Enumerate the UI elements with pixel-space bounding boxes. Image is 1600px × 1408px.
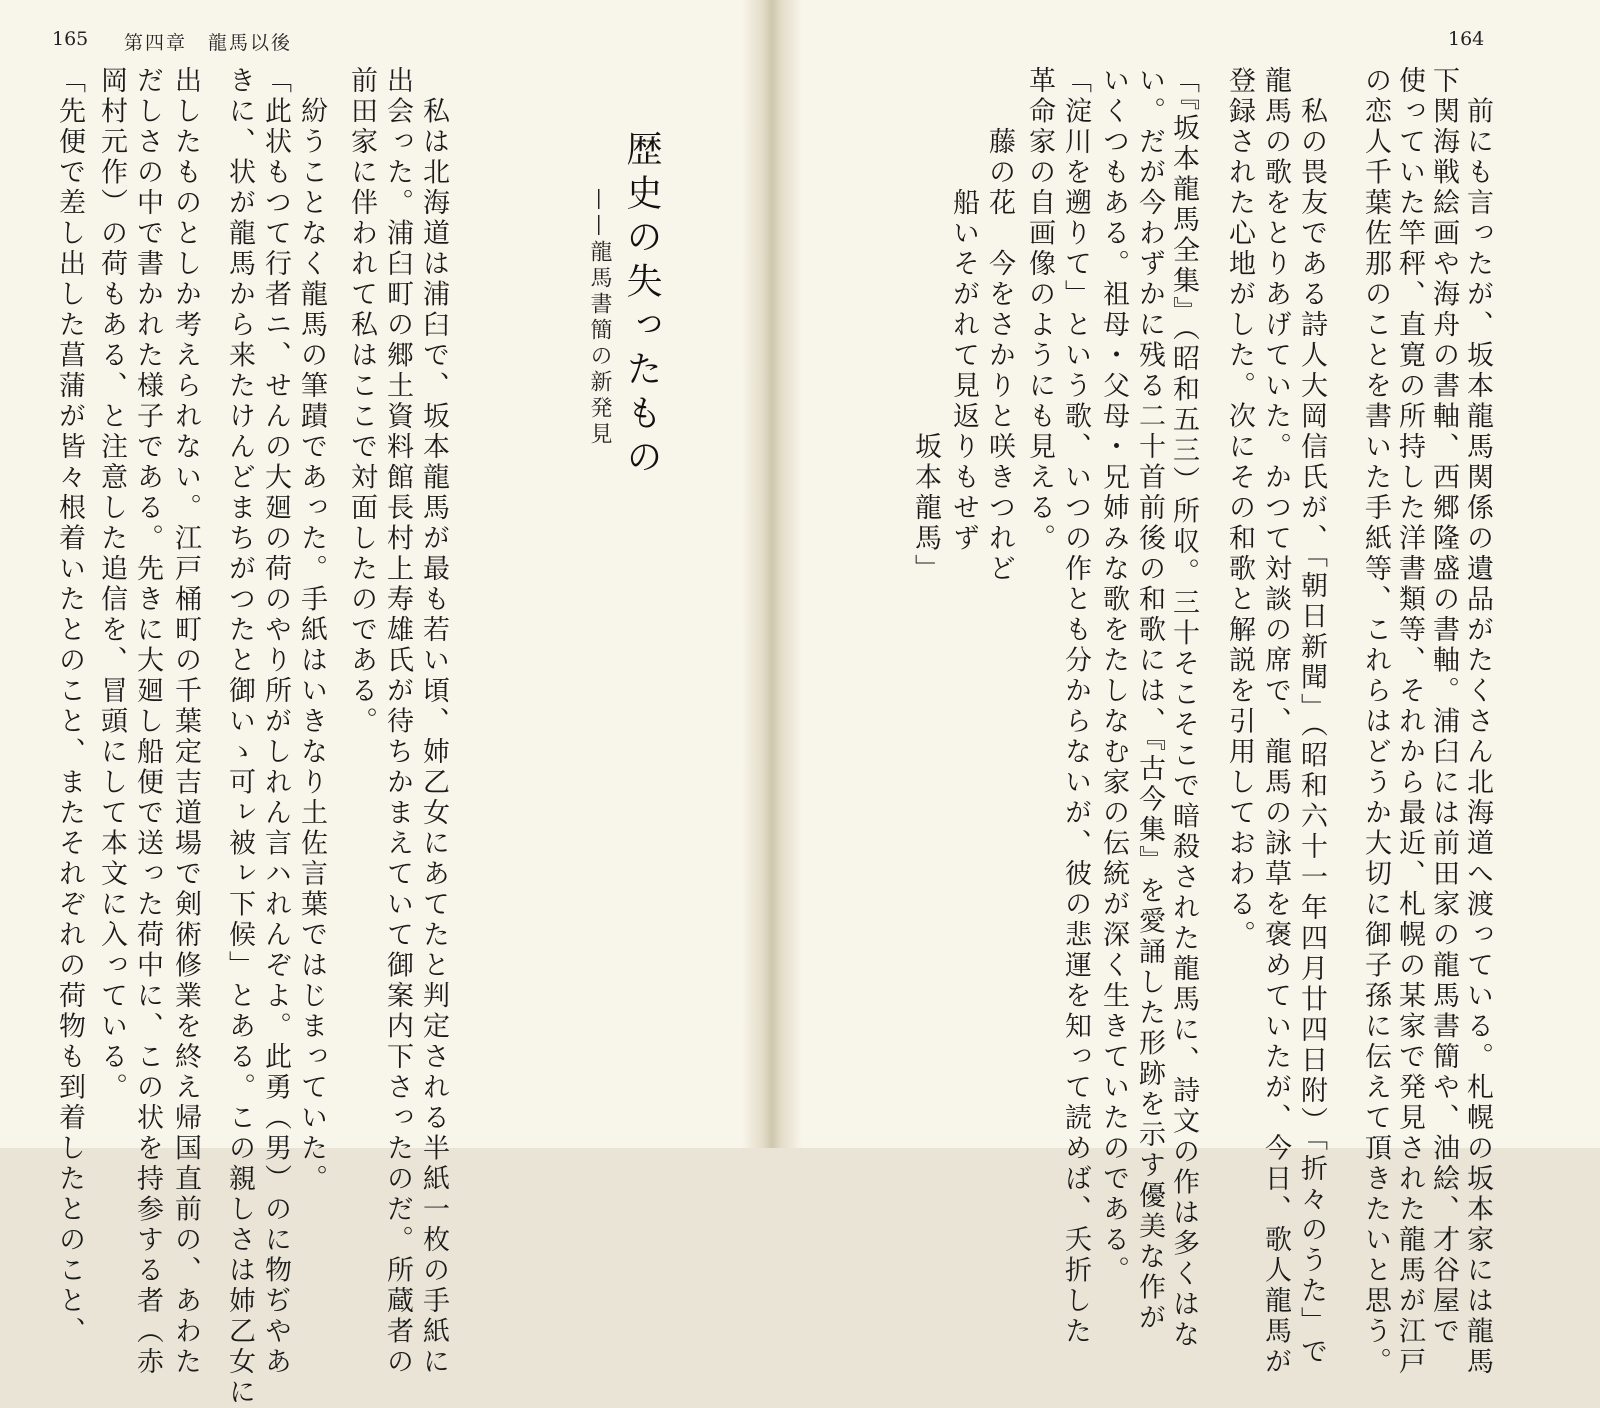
left-text-column: 前田家に伴われて私はここで対面したのである。 [346,66,377,737]
right-text-column: い。だが今わずかに残る二十首前後の和歌には、『古今集』を愛誦した形跡を示す優美な作が [1134,66,1165,1334]
book-gutter [742,0,802,1148]
left-text-column: 「先便で差し出した菖蒲が皆々根着いたとのこと、またそれぞれの荷物も到着したとのこと、 [54,66,85,1347]
chapter-title: 歴史の失ったもの [621,130,662,482]
left-text-column: 出したものとしか考えられない。江戸桶町の千葉定吉道場で剣術修業を終え帰国直前の、あわた [170,66,201,1378]
left-text-column: だしさの中で書かれた様子である。先きに大廻し船便で送った荷中に、この状を持参する者（赤 [132,66,163,1378]
left-page-number: 165 [52,28,89,50]
right-text-column: 前にも言ったが、坂本龍馬関係の遺品がたくさん北海道へ渡っている。札幌の坂本家には龍馬 [1462,66,1493,1378]
right-text-column: 龍馬の歌をとりあげていた。かつて対談の席で、龍馬の詠草を褒めていたが、今日、歌人龍馬が [1260,66,1291,1378]
right-text-column: 私の畏友である詩人大岡信氏が、「朝日新聞」（昭和六十一年四月廿四日附）「折々のうた」で [1296,66,1327,1368]
right-text-column: 「淀川を遡りて」という歌、いつの作とも分からないが、彼の悲運を知って読めば、夭折した [1060,66,1091,1347]
left-text-column: 岡村元作）の荷もある、と注意した追信を、冒頭にして本文に入っている。 [96,66,127,1103]
right-text-column: いくつもある。祖母・父母・兄姉みな歌をたしなむ家の伝統が深く生きていたのである。 [1098,66,1129,1286]
right-text-column: 登録された心地がした。次にその和歌と解説を引用しておわる。 [1224,66,1255,951]
right-text-column: の恋人千葉佐那のことを書いた手紙等、これらはどうか大切に御子孫に伝えて頂きたいと思う。 [1360,66,1391,1378]
running-head: 第四章 龍馬以後 [124,32,293,54]
poem-line: 船いそがれて見返りもせず [948,66,979,554]
chapter-subtitle: ——龍馬書簡の新発見 [587,188,612,448]
poem-line: 藤の花 今をさかりと咲きつれど [984,66,1015,585]
right-text-column: 「『坂本龍馬全集』（昭和五三）所収。三十そこそこで暗殺された龍馬に、詩文の作は多くはな [1168,66,1199,1351]
left-text-column: 紛うことなく龍馬の筆蹟であった。手紙はいきなり土佐言葉ではじまっていた。 [296,66,327,1195]
left-text-column: きに、状が龍馬から来たけんどまちがつたと御いゝ可ㇾ被ㇾ下候」とある。この親しさは姉乙女に [224,66,255,1408]
left-text-column: 私は北海道は浦臼で、坂本龍馬が最も若い頃、姉乙女にあてたと判定される半紙一枚の手紙に [418,66,449,1378]
poem-attribution: 坂本龍馬」 [910,66,941,585]
left-text-column: 「此状もつて行者ニ、せんの大廻の荷のやり所がしれん言ハれんぞよ。此勇（男）のに物ぢやあ [260,66,291,1378]
right-text-column: 革命家の自画像のようにも見える。 [1024,66,1055,554]
right-page-number: 164 [1448,28,1485,50]
right-text-column: 下関海戦絵画や海舟の書軸、西郷隆盛の書軸。浦臼には前田家の龍馬書簡や、油絵、才谷屋で [1428,66,1459,1347]
right-text-column: 使っていた竿秤、直寛の所持した洋書類等、それから最近、札幌の某家で発見された龍馬が江戸 [1394,66,1425,1378]
left-text-column: 出会った。浦臼町の郷土資料館長村上寿雄氏が待ちかまえていて御案内下さったのだ。所蔵者の [382,66,413,1378]
